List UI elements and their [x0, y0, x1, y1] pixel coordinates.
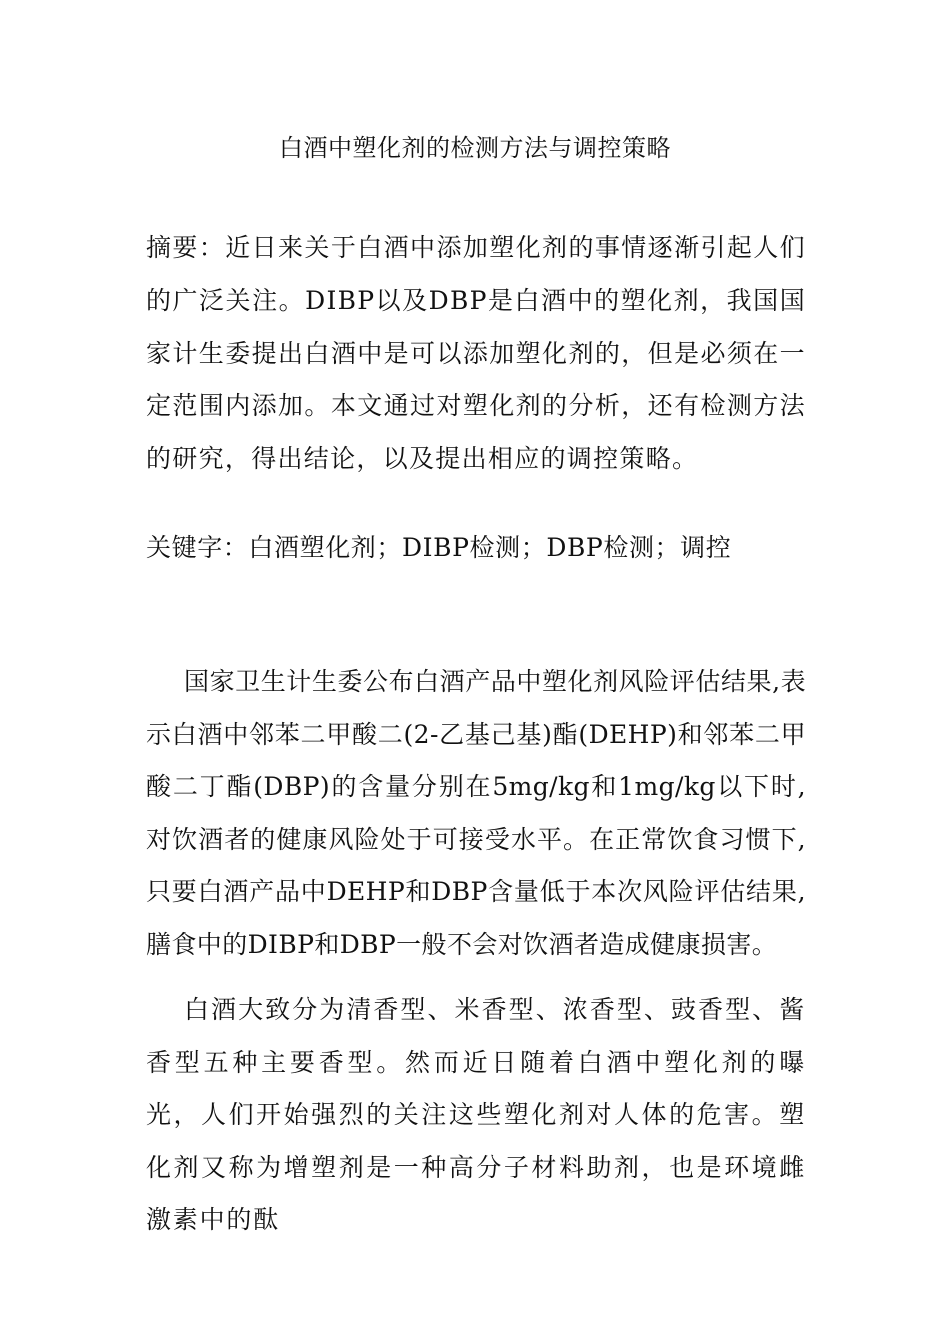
body-paragraph-2: 白酒大致分为清香型、米香型、浓香型、豉香型、酱香型五种主要香型。然而近日随着白酒中塑化剂的曝光，人们开始强烈的关注这些塑化剂对人体的危害。塑化剂又称为增塑剂是一种高分子材料助剂，也是环境雌激素中的酞	[146, 995, 806, 1235]
abstract-paragraph: 摘要：近日来关于白酒中添加塑化剂的事情逐渐引起人们的广泛关注。DIBP以及DBP是白酒中的塑化剂，我国国家计生委提出白酒中是可以添加塑化剂的，但是必须在一定范围内添加。本文通过对塑化剂的分析，还有检测方法的研究，得出结论，以及提出相应的调控策略。	[146, 233, 806, 474]
body-paragraph-1: 国家卫生计生委公布白酒产品中塑化剂风险评估结果,表示白酒中邻苯二甲酸二(2-乙基己基)酯(DEHP)和邻苯二甲酸二丁酯(DBP)的含量分别在5mg/kg和1mg/kg以下时,对饮酒者的健康风险处于可接受水平。在正常饮食习惯下,只要白酒产品中DEHP和DBP含量低于本次风险评估结果,膳食中的DIBP和DBP一般不会对饮酒者造成健康损害。	[146, 667, 806, 959]
keywords-line: 关键字：白酒塑化剂；DIBP检测；DBP检测；调控	[146, 533, 732, 562]
document-title: 白酒中塑化剂的检测方法与调控策略	[279, 134, 671, 162]
